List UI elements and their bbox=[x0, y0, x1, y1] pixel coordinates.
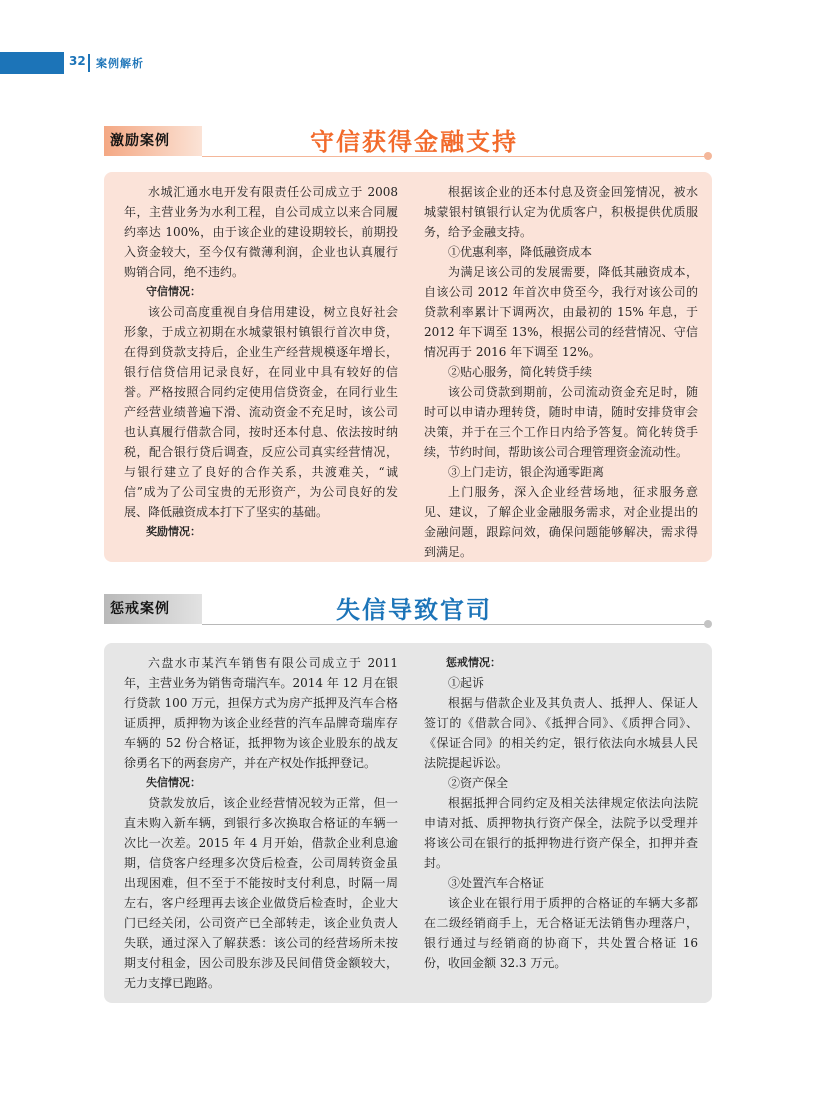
title-rule bbox=[202, 156, 707, 157]
incentive-right-column bbox=[424, 182, 698, 559]
paragraph: 该企业在银行用于质押的合格证的车辆大多都在二级经销商手上，无合格证无法销售办理落户，银行通过与经销商的协商下，共处置合格证 16 份，收回金额 32.3 万元。 bbox=[424, 896, 698, 970]
subheading: 失信情况： bbox=[146, 776, 201, 789]
paragraph: 根据与借款企业及其负责人、抵押人、保证人签订的《借款合同》、《抵押合同》、《质押合同》、《保证合同》的相关约定，银行依法向水城县人民法院提起诉讼。 bbox=[424, 696, 698, 770]
paragraph: 根据抵押合同约定及相关法律规定依法向法院申请对抵、质押物执行资产保全，法院予以受理并将该公司在银行的抵押物进行资产保全，扣押并查封。 bbox=[424, 796, 698, 870]
title-rule bbox=[202, 624, 707, 625]
incentive-left-column bbox=[124, 182, 398, 552]
numbered-item: ①起诉 bbox=[448, 676, 485, 690]
punish-title: 失信导致官司 bbox=[336, 596, 492, 624]
subheading: 守信情况： bbox=[146, 285, 201, 298]
paragraph: 为满足该公司的发展需要，降低其融资成本，自该公司 2012 年首次申贷至今，我行对该公司的贷款利率累计下调两次，由最初的 15% 年息，于 2012 年下调至 13%，根据公司的经营情况、守信情况再于 2016 年下调至 12%。 bbox=[424, 265, 698, 359]
paragraph: 该公司贷款到期前，公司流动资金充足时，随时可以申请办理转贷，随时申请，随时安排贷审会决策，并于在三个工作日内给予答复。简化转贷手续，节约时间，帮助该公司合理管理资金流动性。 bbox=[424, 385, 698, 459]
rule-dot bbox=[704, 152, 712, 160]
page-header bbox=[0, 52, 816, 74]
punish-left-column bbox=[124, 653, 398, 993]
punish-case-box bbox=[104, 643, 712, 1003]
numbered-item: ③处置汽车合格证 bbox=[448, 876, 545, 890]
subheading: 奖励情况： bbox=[146, 525, 201, 538]
numbered-item: ②资产保全 bbox=[448, 776, 509, 790]
punish-title-row bbox=[104, 590, 712, 630]
incentive-title-row bbox=[104, 122, 712, 162]
rule-dot bbox=[704, 620, 712, 628]
incentive-case-box bbox=[104, 172, 712, 562]
incentive-tag: 激励案例 bbox=[104, 126, 202, 156]
header-accent-bar bbox=[0, 52, 64, 74]
punish-right-column bbox=[424, 653, 698, 993]
header-divider bbox=[88, 54, 90, 72]
punish-tag: 惩戒案例 bbox=[104, 594, 202, 624]
numbered-item: ②贴心服务，简化转贷手续 bbox=[448, 365, 593, 379]
paragraph: 贷款发放后，该企业经营情况较为正常，但一直未购入新车辆，到银行多次换取合格证的车辆一次比一次差。2015 年 4 月开始，借款企业利息逾期，信贷客户经理多次贷后检查，公司周转资金虽出现困难，但不至于不能按时支付利息，时隔一周左右，客户经理再去该企业做贷后检查时，企业大门已经关闭，公司资产已全部转走，该企业负责人失联，通过深入了解获悉：该公司的经营场所未按期支付租金，因公司股东涉及民间借贷金额较大，无力支撑已跑路。 bbox=[124, 796, 398, 990]
paragraph: 六盘水市某汽车销售有限公司成立于 2011 年，主营业务为销售奇瑞汽车。2014 年 12 月在银行贷款 100 万元，担保方式为房产抵押及汽车合格证质押，质押物为该企业经营的汽车品牌奇瑞库存车辆的 52 份合格证，抵押物为该企业股东的战友徐勇名下的两套房产，并在产权处作抵押登记。 bbox=[124, 656, 398, 770]
page-number: 32 bbox=[69, 54, 86, 68]
paragraph: 水城汇通水电开发有限责任公司成立于 2008 年，主营业务为水利工程，自公司成立以来合同履约率达 100%，由于该企业的建设期较长，前期投入资金较大，至今仅有微薄利润，企业也认真履行购销合同，绝不违约。 bbox=[124, 185, 398, 279]
paragraph: 该公司高度重视自身信用建设，树立良好社会形象，于成立初期在水城蒙银村镇银行首次申贷，在得到贷款支持后，企业生产经营规模逐年增长，银行信贷信用记录良好，在同业中具有较好的信誉。严格按照合同约定使用信贷资金，在同行业生产经营业绩普遍下滑、流动资金不充足时，该公司也认真履行借款合同，按时还本付息、依法按时纳税，配合银行贷后调查，反应公司真实经营情况，与银行建立了良好的合作关系，共渡难关，“诚信”成为了公司宝贵的无形资产，为公司良好的发展、降低融资成本打下了坚实的基础。 bbox=[124, 305, 398, 519]
paragraph: 根据该企业的还本付息及资金回笼情况，被水城蒙银村镇银行认定为优质客户，积极提供优质服务，给予金融支持。 bbox=[424, 185, 698, 239]
numbered-item: ③上门走访，银企沟通零距离 bbox=[448, 465, 605, 479]
numbered-item: ①优惠利率，降低融资成本 bbox=[448, 245, 593, 259]
section-label: 案例解析 bbox=[96, 57, 144, 70]
paragraph: 上门服务，深入企业经营场地，征求服务意见、建议，了解企业金融服务需求，对企业提出的金融问题，跟踪问效，确保问题能够解决，需求得到满足。 bbox=[424, 485, 698, 559]
subheading: 惩戒情况： bbox=[446, 656, 501, 669]
incentive-title: 守信获得金融支持 bbox=[310, 128, 518, 156]
